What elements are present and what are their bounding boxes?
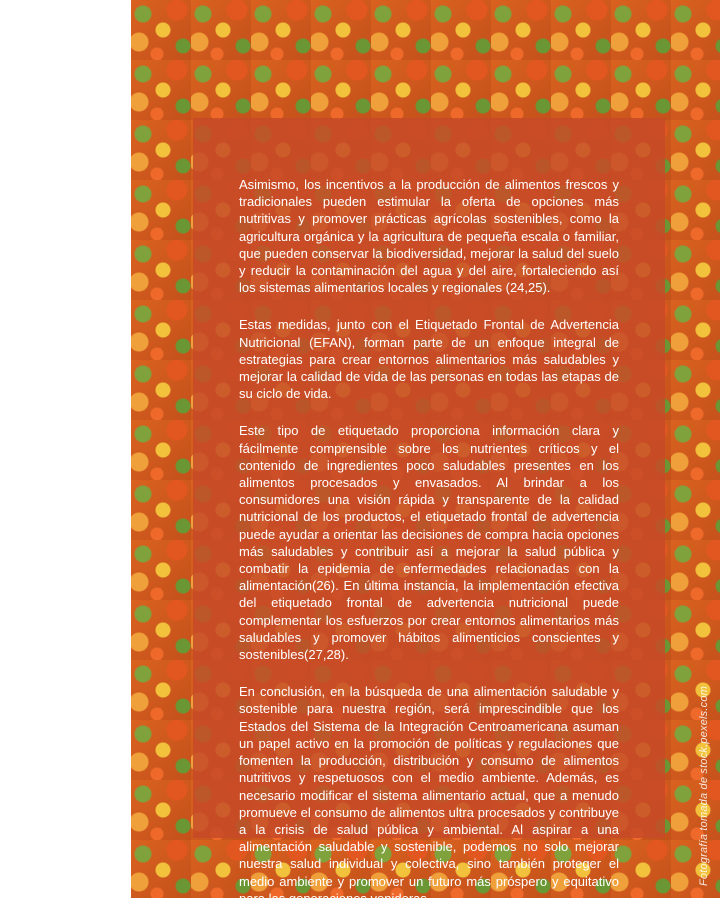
article-paragraph-3: Este tipo de etiquetado proporciona información clara y fácilmente comprensible sobre los nutrientes críticos y el contenido de ingredientes poco saludables presentes en los alimentos procesados y envasados. Al brindar a los consumidores una visión rápida y transparente de la calidad nutricional de los productos, el etiquetado frontal de advertencia puede ayudar a orientar las decisiones de compra hacia opciones más saludables y contribuir así a mejorar la salud pública y combatir la epidemia de enfermedades relacionadas con la alimentación(26). En última instancia, la implementación efectiva del etiquetado frontal de advertencia nutricional puede complementar los esfuerzos por crear entornos alimentarios más saludables y promover hábitos alimenticios conscientes y sostenibles(27,28). xyxy=(239,423,619,663)
article-paragraph-1: Asimismo, los incentivos a la producción de alimentos frescos y tradicionales pueden estimular la oferta de opciones más nutritivas y promover prácticas agrícolas sostenibles, como la agricultura orgánica y la agricultura de pequeña escala o familiar, que pueden conservar la biodiversidad, mejorar la salud del suelo y reducir la contaminación del agua y del aire, fortaleciendo así los sistemas alimentarios locales y regionales (24,25). xyxy=(239,177,619,296)
photo-credit: Fotografía tomada de stock.pexels.com xyxy=(698,686,710,886)
article-paragraph-2: Estas medidas, junto con el Etiquetado Frontal de Advertencia Nutricional (EFAN), forman parte de un enfoque integral de estrategias para crear entornos alimentarios más saludables y mejorar la calidad de vida de las personas en todas las etapas de su ciclo de vida. xyxy=(239,317,619,402)
article-text-panel xyxy=(193,118,665,906)
page-left-margin xyxy=(0,0,131,898)
article-paragraph-4: En conclusión, en la búsqueda de una alimentación saludable y sostenible para nuestra región, será imprescindible que los Estados del Sistema de la Integración Centroamericana asuman un papel activo en la promoción de políticas y regulaciones que fomenten la producción, distribución y consumo de alimentos nutritivos y respetuosos con el medio ambiente. Además, es necesario modificar el sistema alimentario actual, que a menudo promueve el consumo de alimentos ultra procesados y contribuye a la crisis de salud pública y ambiental. Al aspirar a una alimentación saludable y sostenible, podemos no solo mejorar nuestra salud individual y colectiva, sino también proteger el medio ambiente y promover un futuro más próspero y equitativo para las generaciones venideras. xyxy=(239,684,619,906)
